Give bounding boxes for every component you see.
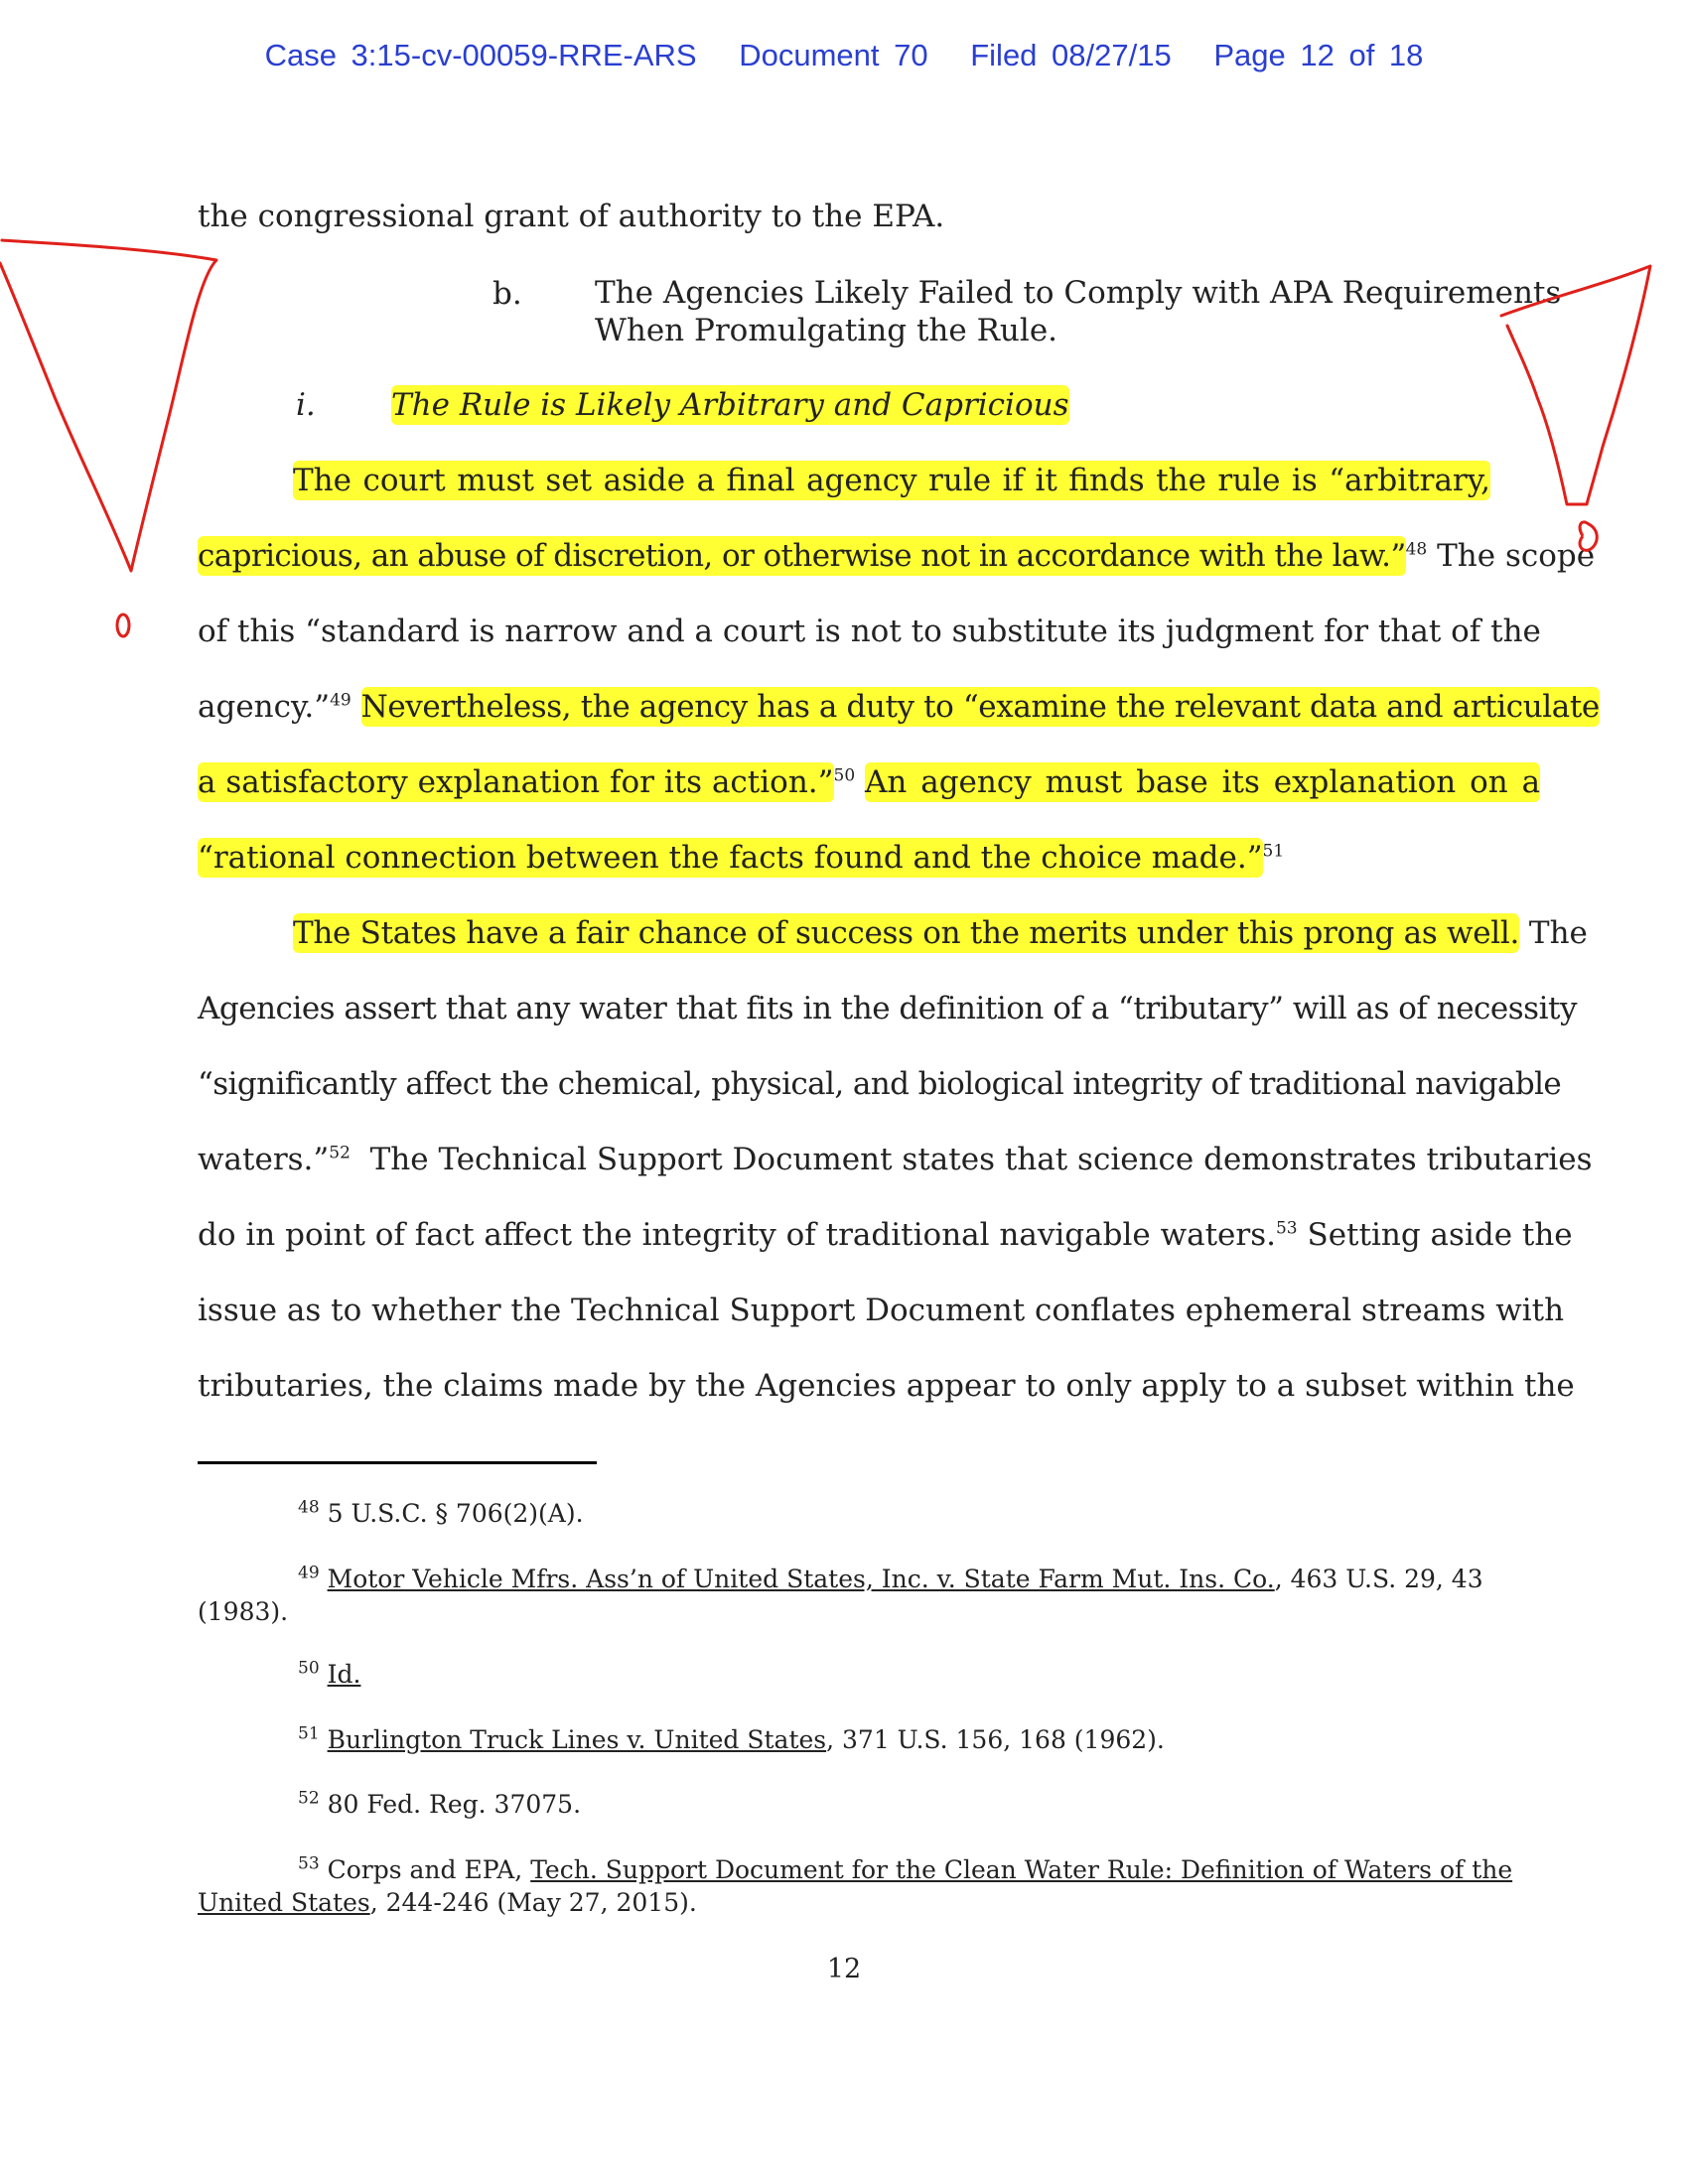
p2-line1 <box>293 915 1588 951</box>
footnote-number: 53 <box>298 1853 320 1874</box>
p1-line3: of this “standard is narrow and a court is not to substitute its judgment for that of the <box>198 614 1541 649</box>
highlighted-heading: The Rule is Likely Arbitrary and Capricious <box>391 387 1069 423</box>
page-number: 12 <box>826 1954 862 1984</box>
footnote-ref[interactable]: 48 <box>1405 539 1428 560</box>
highlight: An agency must base its explanation on a <box>865 764 1541 800</box>
p1-line5 <box>198 764 1541 800</box>
footnote-48 <box>298 1497 1591 1530</box>
p2-line4 <box>198 1142 1593 1177</box>
p1-line6 <box>198 840 1490 876</box>
footnote-number: 48 <box>298 1497 320 1518</box>
highlight: capricious, an abuse of discretion, or otherwise not in accordance with the law.” <box>198 538 1406 574</box>
highlight: Nevertheless, the agency has a duty to “examine the relevant data and articulate <box>360 689 1600 725</box>
footnote-49 <box>298 1563 1591 1595</box>
footnote-49-cont: (1983). <box>198 1597 289 1626</box>
footnote-ref[interactable]: 50 <box>833 765 856 786</box>
p1-line4 <box>198 689 1600 725</box>
p1-line2 <box>198 538 1596 574</box>
p2-line2: Agencies assert that any water that fits in the definition of a “tributary” will as of necessity <box>198 991 1577 1026</box>
filed-date: Filed 08/27/15 <box>970 38 1172 72</box>
text: Setting aside the <box>1297 1217 1573 1253</box>
body-line: the congressional grant of authority to the EPA. <box>198 199 945 234</box>
footnote-51 <box>298 1723 1591 1756</box>
footnote-citation: Motor Vehicle Mfrs. Ass’n of United States, Inc. v. State Farm Mut. Ins. Co. <box>327 1565 1275 1593</box>
footnote-text: , 463 U.S. 29, 43 <box>1274 1565 1483 1593</box>
p2-line7: tributaries, the claims made by the Agencies appear to only apply to a subset within the <box>198 1368 1575 1404</box>
red-triangle-left <box>0 240 216 571</box>
footnote-number: 51 <box>298 1723 320 1744</box>
footnote-ref[interactable]: 51 <box>1262 841 1285 862</box>
footnote-citation: United States <box>198 1888 370 1917</box>
heading-marker: b. <box>492 276 522 312</box>
footnote-number: 49 <box>298 1563 320 1583</box>
footnote-50 <box>298 1658 1591 1691</box>
highlight: The court must set aside a final agency rule if it finds the rule is “arbitrary, <box>293 463 1490 498</box>
heading-b-line2: When Promulgating the Rule. <box>595 313 1058 348</box>
text: waters.” <box>198 1142 330 1177</box>
footnote-53 <box>298 1853 1591 1886</box>
court-filing-header <box>0 38 1688 73</box>
footnote-text: , 244-246 (May 27, 2015). <box>369 1888 697 1917</box>
footnote-citation: Burlington Truck Lines v. United States <box>327 1725 827 1754</box>
footnote-53-cont <box>198 1886 1490 1919</box>
p2-line6: issue as to whether the Technical Support Document conflates ephemeral streams with <box>198 1293 1565 1328</box>
footnote-citation: Tech. Support Document for the Clean Water Rule: Definition of Waters of the <box>530 1855 1513 1884</box>
footnote-52 <box>298 1788 1591 1821</box>
case-number: Case 3:15-cv-00059-RRE-ARS <box>264 38 697 72</box>
text: agency.” <box>198 689 331 725</box>
highlight: The States have a fair chance of success on the merits under this prong as well. <box>293 915 1520 951</box>
footnote-text: , 371 U.S. 156, 168 (1962). <box>826 1725 1165 1754</box>
p2-line3: “significantly affect the chemical, physical, and biological integrity of traditional navigable <box>198 1066 1562 1102</box>
p1-line1 <box>293 463 1490 498</box>
footnote-text: 80 Fed. Reg. 37075. <box>327 1790 582 1819</box>
footnote-ref[interactable]: 53 <box>1275 1218 1298 1239</box>
footnote-number: 50 <box>298 1658 320 1679</box>
highlight: a satisfactory explanation for its action.” <box>198 764 834 800</box>
footnote-text: 5 U.S.C. § 706(2)(A). <box>327 1499 584 1528</box>
p2-line5 <box>198 1217 1573 1253</box>
document-number: Document 70 <box>739 38 928 72</box>
text: The Technical Support Document states that science demonstrates tributaries <box>350 1142 1593 1177</box>
page-count: Page 12 of 18 <box>1213 38 1424 72</box>
footnote-citation: Id. <box>327 1660 361 1689</box>
heading-marker-i: i. <box>296 387 316 423</box>
heading-b-line1: The Agencies Likely Failed to Comply with APA Requirements <box>595 275 1562 311</box>
footnote-text: Corps and EPA, <box>327 1855 531 1884</box>
text: The scope <box>1427 538 1596 574</box>
section-heading-i <box>391 387 1069 423</box>
footnote-separator <box>198 1461 597 1464</box>
footnote-number: 52 <box>298 1788 320 1809</box>
highlight: “rational connection between the facts found and the choice made.” <box>198 840 1263 876</box>
text: do in point of fact affect the integrity of traditional navigable waters. <box>198 1217 1276 1253</box>
red-mark-left <box>117 614 129 636</box>
footnote-ref[interactable]: 49 <box>330 690 352 711</box>
text: The <box>1519 915 1588 951</box>
footnote-ref[interactable]: 52 <box>329 1143 351 1163</box>
